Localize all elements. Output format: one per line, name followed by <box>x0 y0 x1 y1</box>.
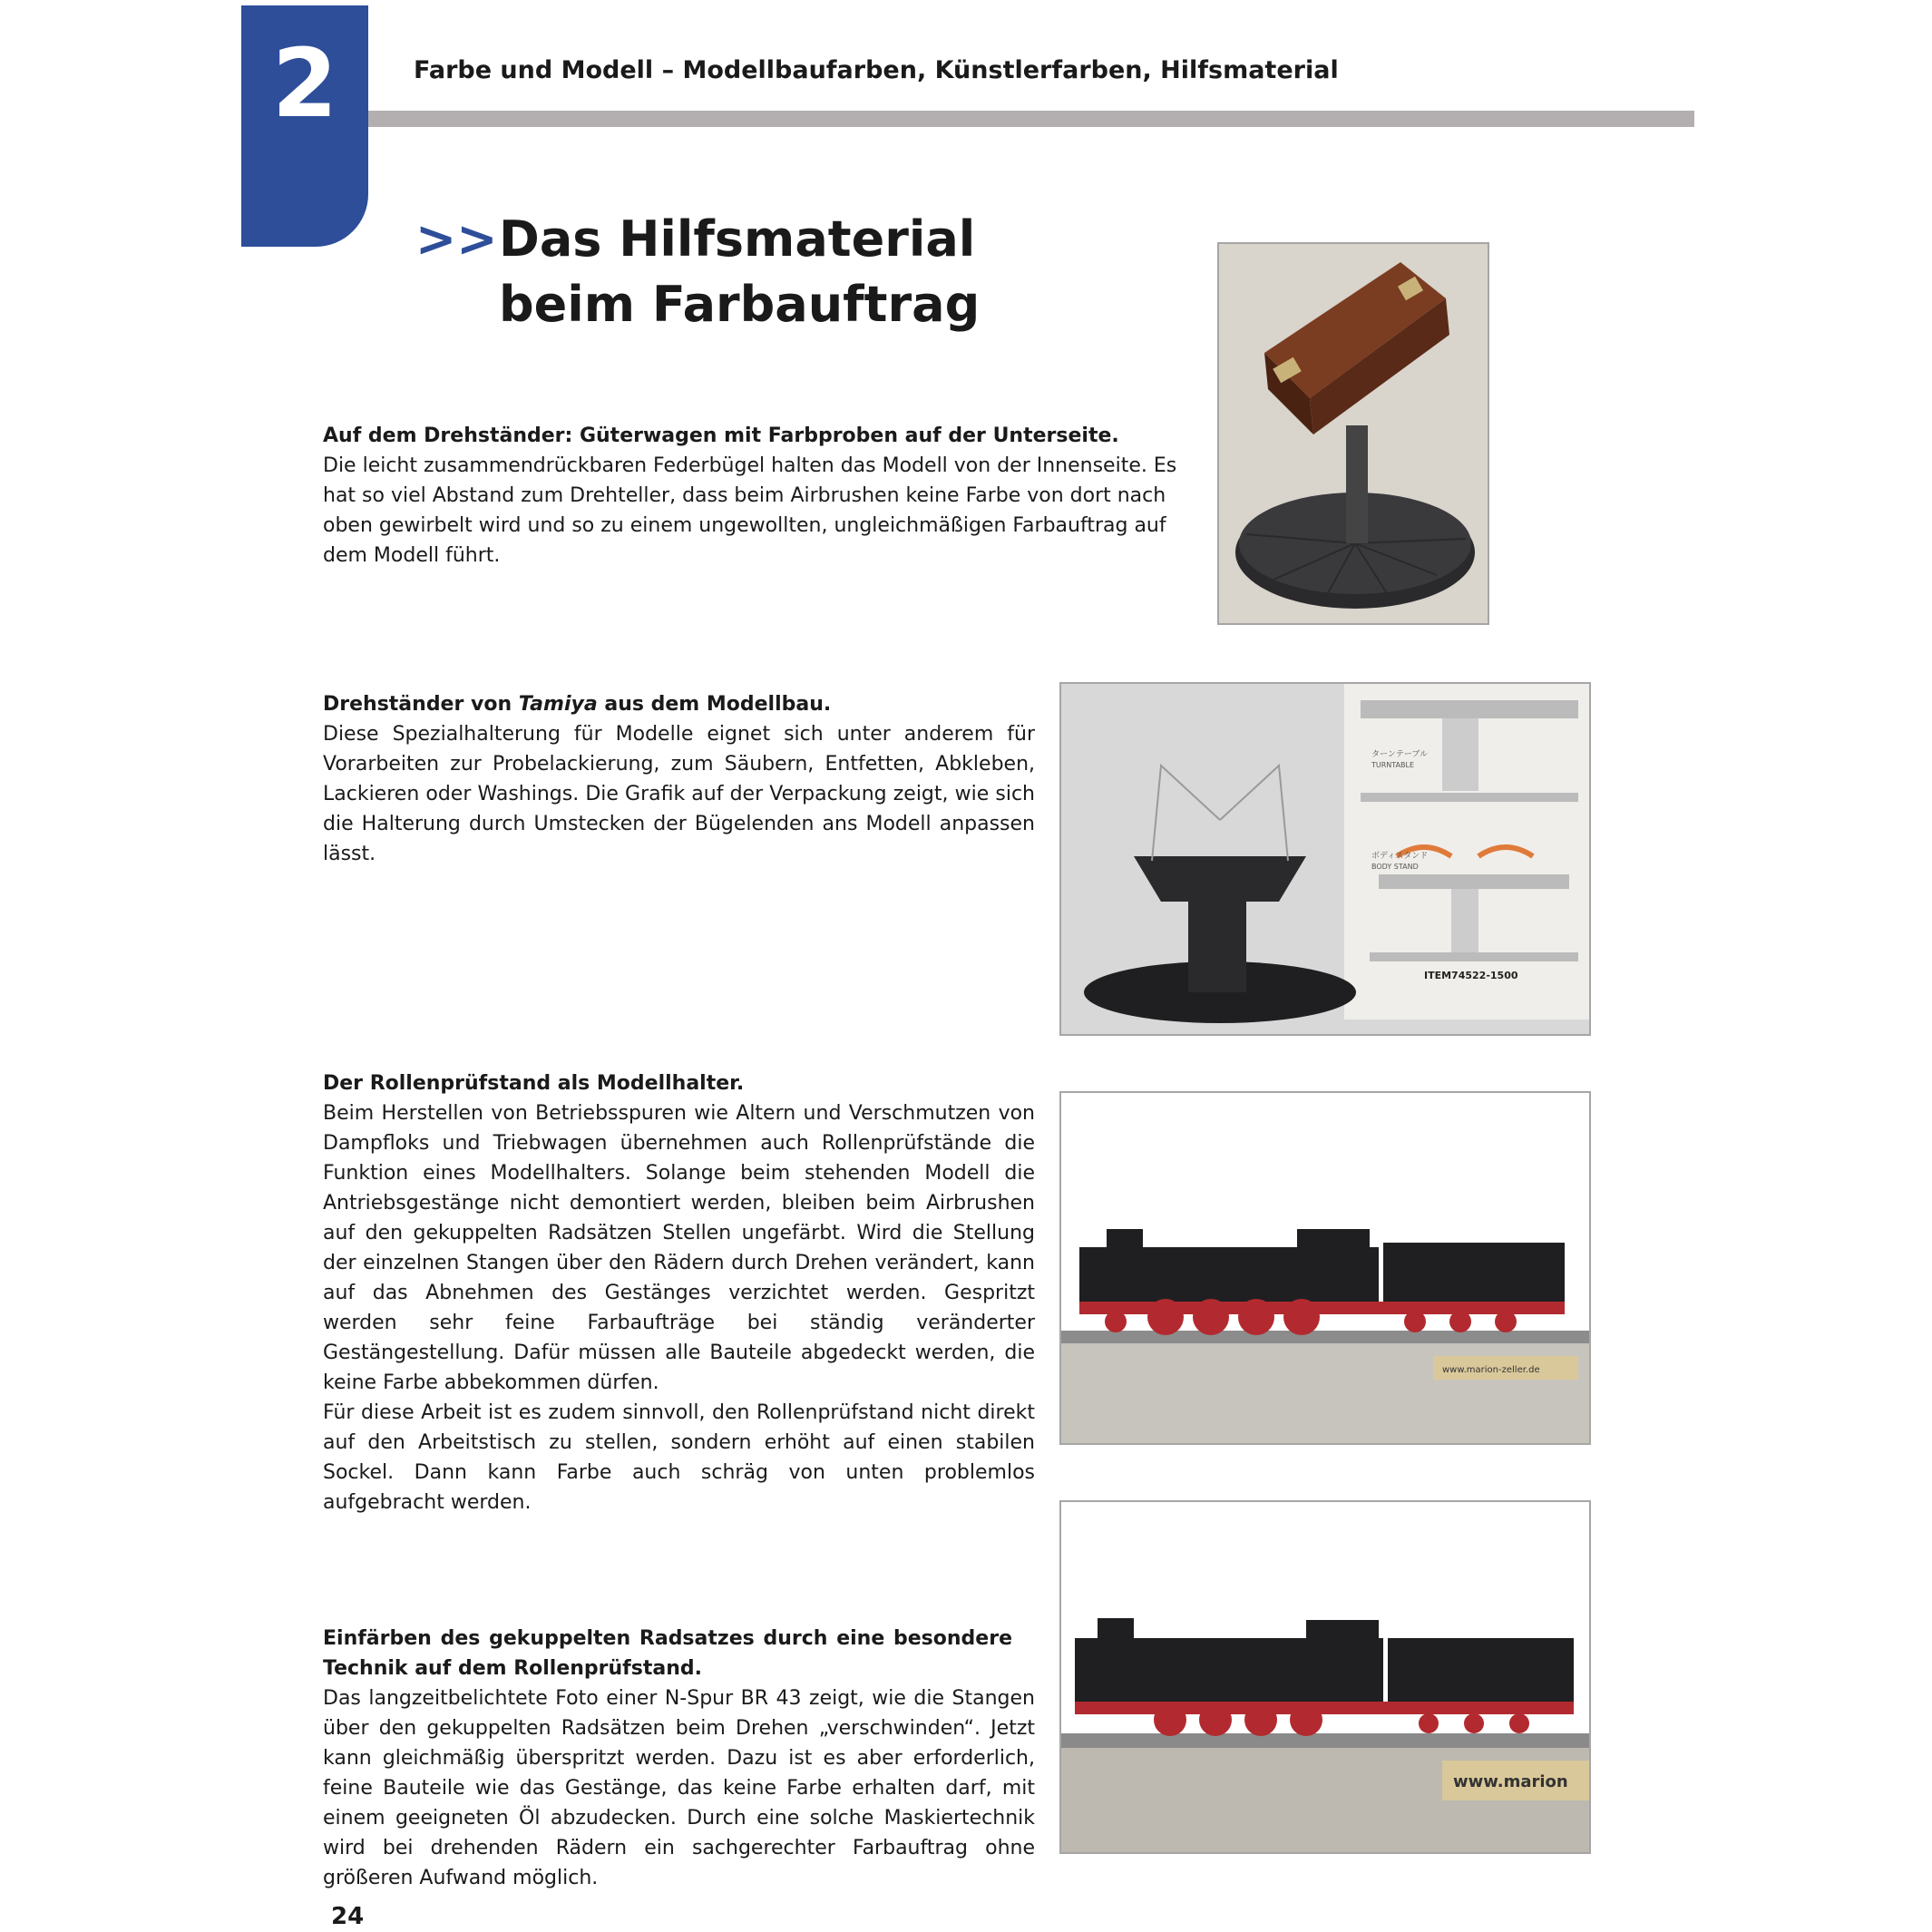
caption-turntable-wagon <box>323 421 1194 571</box>
box-item-number: ITEM74522-1500 <box>1424 970 1518 981</box>
page-title <box>415 207 980 337</box>
box-label-body-stand: ボディスタンド <box>1371 852 1429 861</box>
caption-title-brand: Tamiya <box>518 693 598 716</box>
caption-title <box>323 689 1035 719</box>
caption-wheelset-coloring <box>323 1624 1035 1893</box>
title-line-2: beim Farbauftrag <box>499 276 981 333</box>
photo-wagon-on-turntable <box>1217 242 1489 625</box>
box-label-turntable-en: TURNTABLE <box>1371 761 1415 769</box>
watermark-text: www.marion <box>1453 1772 1568 1791</box>
caption-title: Einfärben des gekuppelten Radsatzes durch eine besondere Technik auf dem Rollenprüfstand. <box>323 1627 1012 1680</box>
caption-title-part: Drehständer von <box>323 693 519 716</box>
caption-body: Diese Spezialhalterung für Modelle eignet sich unter anderem für Vorarbeiten zur Probelackierung, zum Säubern, Entfetten, Abkleben, Lackieren oder Washings. Die Grafik auf der Verpackung zeigt, wie sich die Halterung durch Umstecken der Bügelenden ans Modell anpassen lässt. <box>323 723 1035 865</box>
caption-tamiya-stand <box>323 689 1035 869</box>
chapter-tab <box>241 5 368 247</box>
caption-title: Auf dem Drehständer: Güterwagen mit Farbproben auf der Unterseite. <box>323 424 1119 447</box>
box-label-body-stand-en: BODY STAND <box>1371 863 1419 871</box>
caption-body: Für diese Arbeit ist es zudem sinnvoll, den Rollenprüfstand nicht direkt auf den Arbeitstisch zu stellen, sondern erhöht auf einen stabilen Sockel. Dann kann Farbe auch schräg von unten problemlos aufgebracht werden. <box>323 1401 1035 1514</box>
title-line-1: Das Hilfsmaterial <box>499 210 976 268</box>
photo-locomotive-roller-stand <box>1059 1091 1591 1445</box>
caption-title: Der Rollenprüfstand als Modellhalter. <box>323 1072 745 1095</box>
photo-tamiya-stand <box>1059 682 1591 1036</box>
header-rule <box>368 111 1694 127</box>
watermark-text: www.marion-zeller.de <box>1442 1365 1540 1375</box>
caption-title-part: aus dem Modellbau. <box>597 693 832 716</box>
caption-body: Die leicht zusammendrückbaren Federbügel halten das Modell von der Innenseite. Es hat so viel Abstand zum Drehteller, dass beim Airbrushen keine Farbe von dort nach oben gewirbelt wird und so zu einem ungewollten, ungleichmäßigen Farbauftrag auf dem Modell führt. <box>323 454 1177 567</box>
running-head: Farbe und Modell – Modellbaufarben, Künstlerfarben, Hilfsmaterial <box>414 56 1339 84</box>
title-arrows: >> <box>415 210 498 268</box>
caption-body: Beim Herstellen von Betriebsspuren wie Altern und Verschmutzen von Dampfloks und Triebwagen übernehmen auch Rollenprüfstände die Funktion eines Modellhalters. Solange beim stehenden Modell die Antriebsgestänge nicht demontiert werden, bleiben beim Airbrushen auf den gekuppelten Radsätzen Stellen ungefärbt. Wird die Stellung der einzelnen Stangen über den Rädern durch Drehen verändert, kann auf das Abnehmen des Gestänges verzichtet werden. Gespritzt werden sehr feine Farbaufträge bei ständig veränderter Gestängestellung. Dafür müssen alle Bauteile abgedeckt werden, die keine Farbe abbekommen dürfen. <box>323 1102 1035 1394</box>
photo-n-scale-br43 <box>1059 1500 1591 1854</box>
page-number: 24 <box>331 1903 365 1930</box>
box-label-turntable: ターンテーブル <box>1371 750 1429 759</box>
chapter-number: 2 <box>271 28 338 139</box>
caption-roller-test-stand <box>323 1068 1035 1517</box>
caption-body: Das langzeitbelichtete Foto einer N-Spur BR 43 zeigt, wie die Stangen über den gekuppelten Radsätzen beim Drehen „verschwinden“. Jetzt kann gleichmäßig überspritzt werden. Dazu ist es aber erforderlich, feine Bauteile wie das Gestänge, das keine Farbe erhalten darf, mit einem geeigneten Öl abzudecken. Durch eine solche Maskiertechnik wird bei drehenden Rädern ein sachgerechter Farbauftrag ohne größeren Aufwand möglich. <box>323 1687 1035 1889</box>
